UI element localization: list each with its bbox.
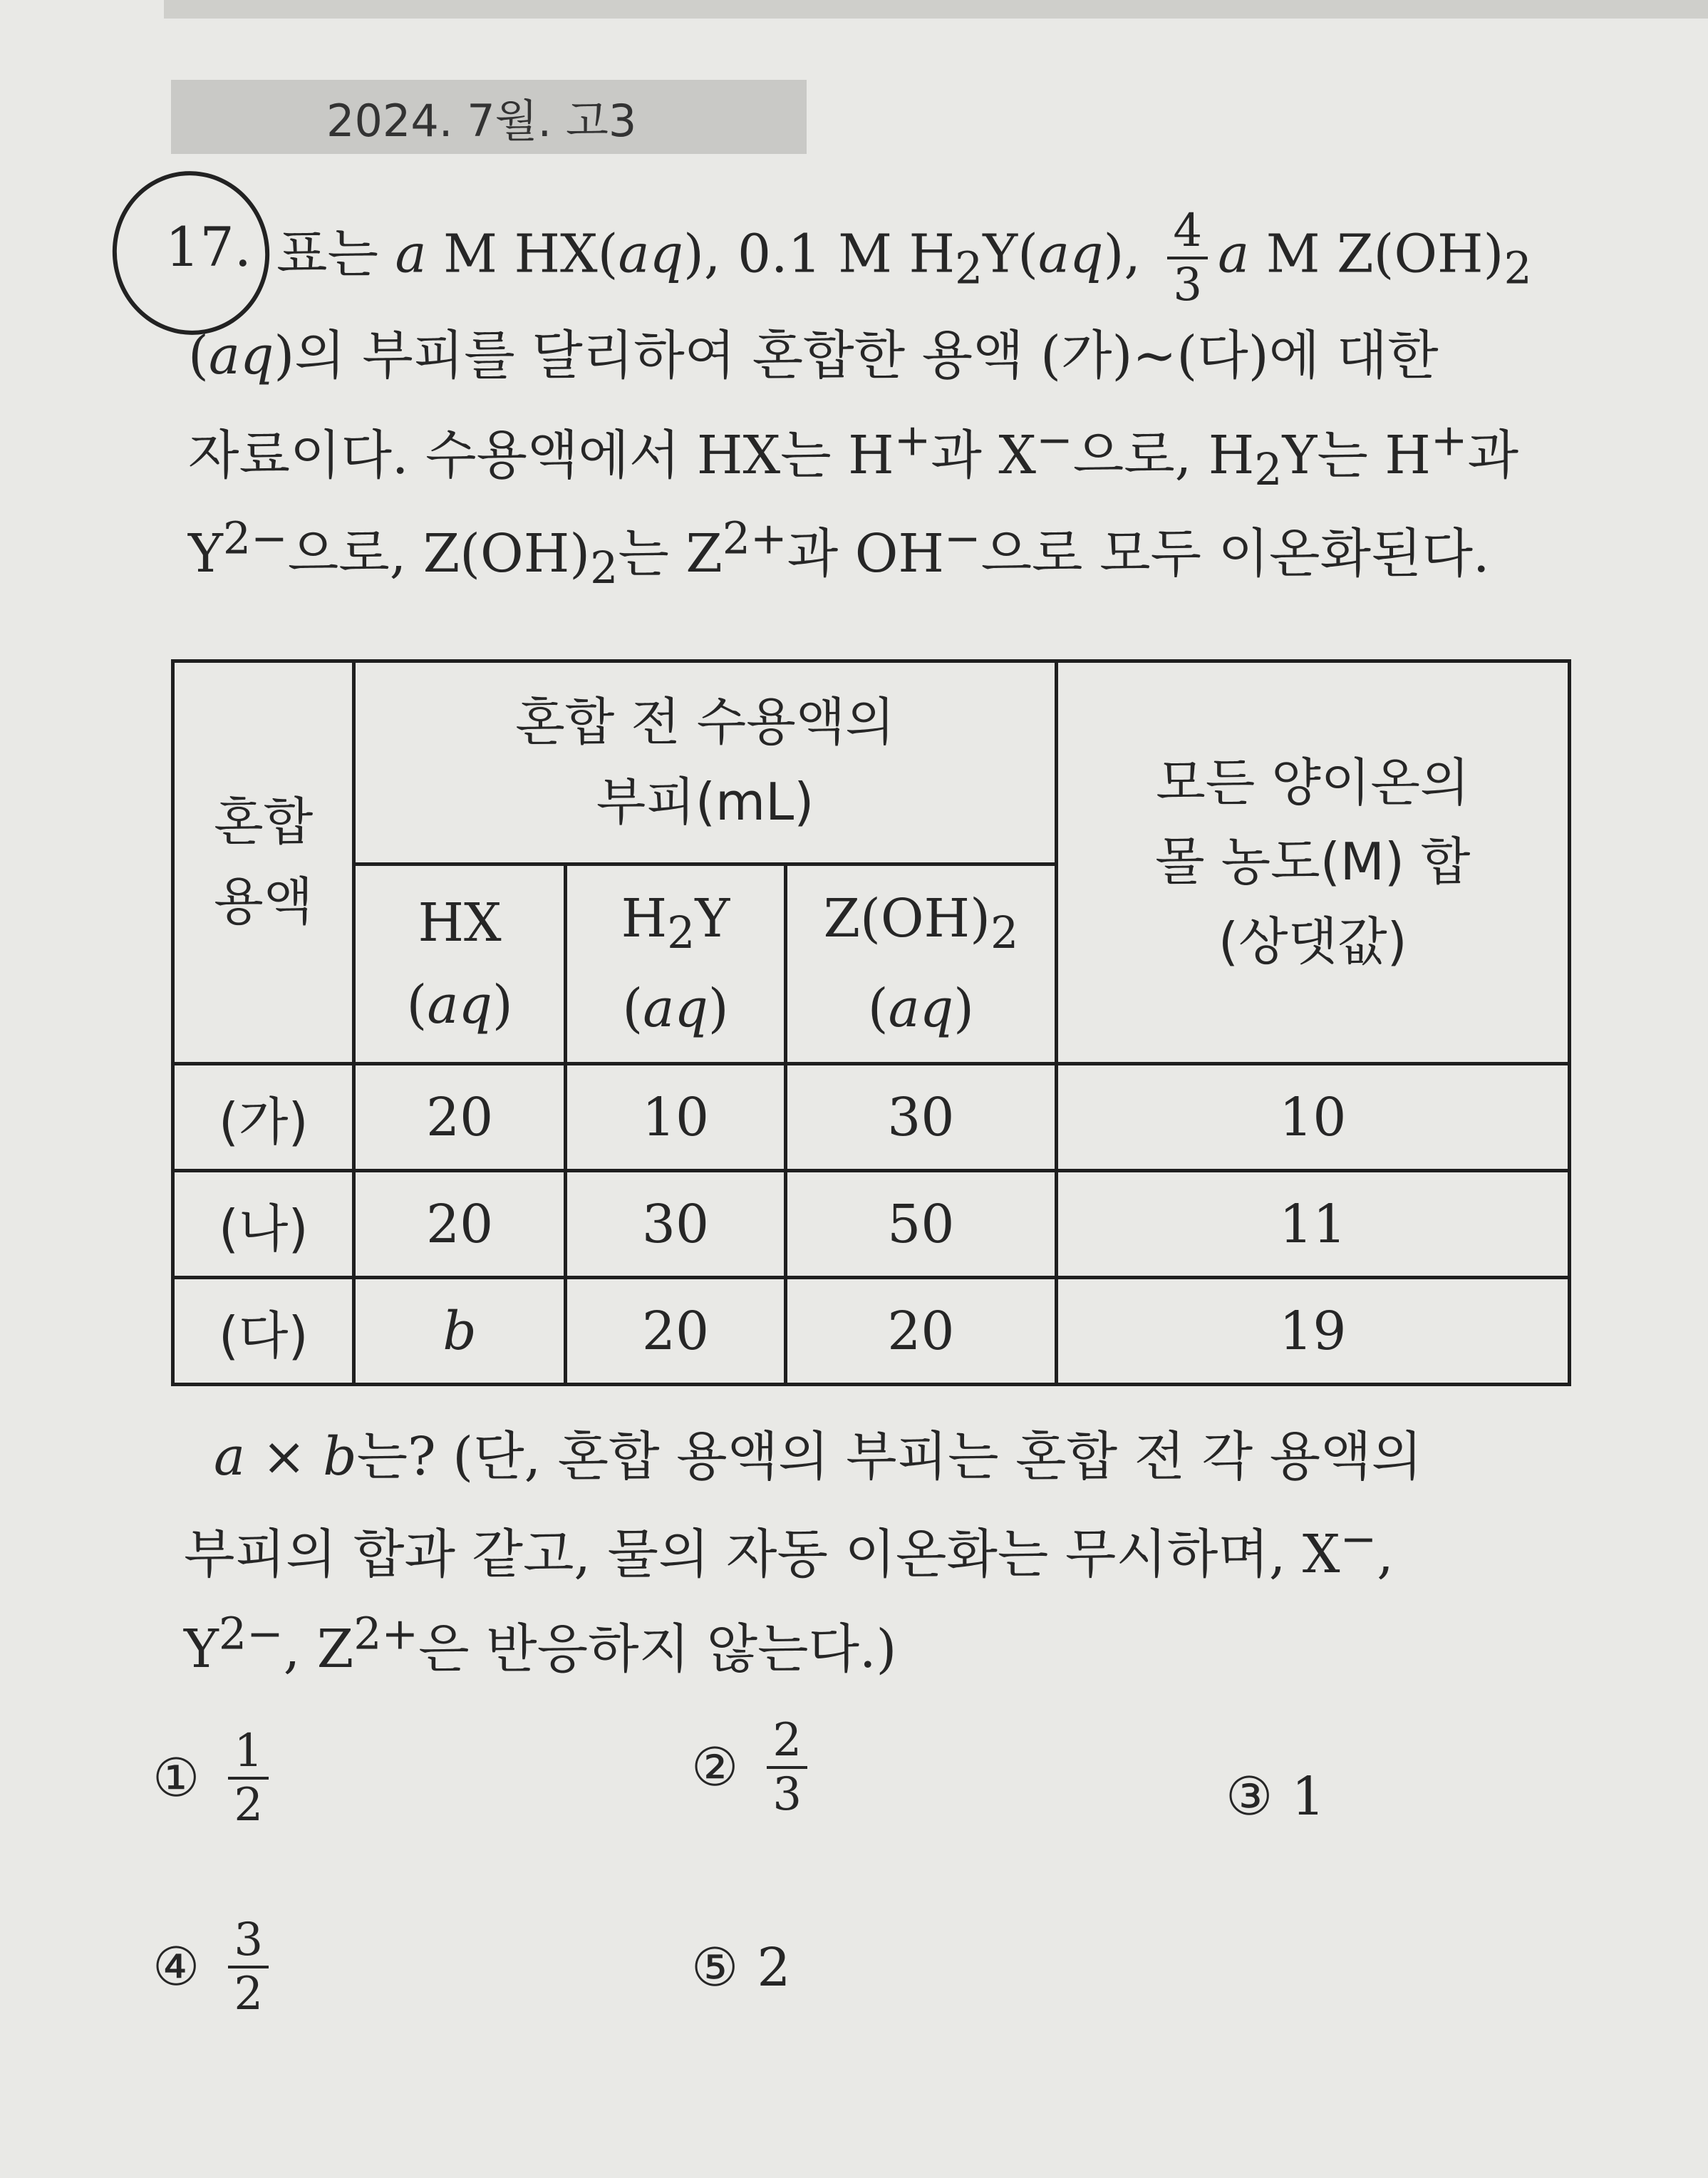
table-row <box>173 1171 1570 1278</box>
text: 부피(mL) <box>596 772 814 832</box>
cell-h2y: 10 <box>565 1064 785 1171</box>
text: Y <box>695 888 730 950</box>
exam-header <box>171 80 807 154</box>
choice-marker: ① <box>152 1748 200 1809</box>
text: 으로 모두 이온화된다. <box>980 523 1490 584</box>
cell-zoh2: 50 <box>786 1171 1057 1278</box>
text: 은 반응하지 않는다.) <box>418 1619 897 1680</box>
cell-cation-sum: 11 <box>1056 1171 1569 1278</box>
numerator: 4 <box>1173 205 1203 257</box>
aq: aq <box>888 977 954 1039</box>
superscript: − <box>1036 414 1073 466</box>
text: 과 X <box>931 425 1037 486</box>
question-line-4 <box>188 512 1490 594</box>
text: )의 부피를 달리하여 혼합한 용액 (가)~(다)에 대한 <box>274 325 1439 386</box>
choice-marker: ③ <box>1226 1766 1273 1827</box>
times-sign: × <box>262 1426 306 1487</box>
choice-marker: ④ <box>152 1936 200 1998</box>
numerator: 3 <box>234 1914 264 1966</box>
subscript: 2 <box>590 542 618 594</box>
choice-value: 2 <box>757 1937 791 1998</box>
text: ( <box>188 325 209 386</box>
volume-header <box>354 661 1056 865</box>
superscript: 2− <box>222 512 288 564</box>
aq: aq <box>427 974 492 1036</box>
text: 으로, H <box>1072 425 1255 486</box>
col-zoh2-header: $Z(OH)_2$ (aq) <box>786 865 1057 1064</box>
choice-1[interactable] <box>152 1725 279 1832</box>
numerator: 2 <box>772 1714 802 1767</box>
cell-zoh2: 30 <box>786 1064 1057 1171</box>
var-a: a <box>395 223 427 285</box>
superscript: 2+ <box>722 512 787 564</box>
subscript: 2 <box>990 907 1019 959</box>
superscript: 2− <box>218 1608 284 1660</box>
exam-header-text: 2024. 7월. 고3 <box>326 94 637 147</box>
data-table <box>171 659 1571 1386</box>
text: H <box>621 888 668 950</box>
page-top-edge <box>164 0 1708 19</box>
text: ), 0.1 M H <box>683 223 955 285</box>
row-label: (다) <box>173 1278 354 1385</box>
text: 몰 농도(M) 합 <box>1155 832 1471 892</box>
text: 용액 <box>214 872 314 931</box>
question-line-2 <box>188 314 1439 389</box>
superscript: − <box>1340 1513 1377 1565</box>
row-label: (나) <box>173 1171 354 1278</box>
aq: aq <box>208 325 274 386</box>
denominator: 3 <box>1167 257 1208 308</box>
choice-fraction <box>228 1725 269 1832</box>
superscript: + <box>1430 414 1468 466</box>
superscript: − <box>943 512 981 564</box>
text: 으로, Z(OH) <box>287 523 591 584</box>
denominator: 3 <box>767 1766 807 1817</box>
text: 모든 양이온의 <box>1156 752 1470 812</box>
aq: aq <box>1037 223 1104 285</box>
cell-hx: 20 <box>354 1171 565 1278</box>
subscript: 2 <box>1503 242 1532 294</box>
question-number: 17. <box>165 215 252 279</box>
choice-marker: ⑤ <box>691 1937 739 1998</box>
choice-5[interactable] <box>691 1937 790 1998</box>
cell-zoh2: 20 <box>786 1278 1057 1385</box>
text: 과 <box>1467 425 1519 486</box>
text: Z(OH) <box>823 888 990 950</box>
text: 과 OH <box>787 523 944 584</box>
ask-line-3 <box>184 1607 896 1683</box>
text: 자료이다. 수용액에서 HX는 H <box>188 425 894 486</box>
denominator: 2 <box>228 1966 269 2017</box>
ask-line-1 <box>214 1415 1422 1490</box>
var-b: b <box>323 1426 357 1487</box>
mix-solution-header <box>173 661 354 1064</box>
cell-cation-sum: 10 <box>1056 1064 1569 1171</box>
text: ), <box>1103 223 1141 285</box>
cell-hx: b <box>354 1278 565 1385</box>
text: 부피의 합과 같고, 물의 자동 이온화는 무시하며, X <box>184 1524 1340 1585</box>
superscript: + <box>894 414 931 466</box>
text: 는? (단, 혼합 용액의 부피는 혼합 전 각 용액의 <box>356 1426 1423 1487</box>
col-h2y-header: $H_2Y$ (aq) <box>565 865 785 1064</box>
text: 표는 <box>276 223 378 285</box>
text: Y( <box>983 223 1038 285</box>
aq: aq <box>643 977 708 1039</box>
text: M Z(OH) <box>1266 223 1504 285</box>
text: Y <box>188 523 223 584</box>
denominator: 2 <box>228 1777 269 1828</box>
choice-marker: ② <box>691 1737 739 1798</box>
numerator: 1 <box>234 1725 264 1777</box>
table-row <box>173 1278 1570 1385</box>
choice-value: 1 <box>1291 1766 1325 1827</box>
var-a: a <box>214 1426 246 1487</box>
question-line-1 <box>276 205 1532 311</box>
ask-line-2 <box>184 1512 1394 1588</box>
choice-2[interactable] <box>691 1714 817 1821</box>
choice-4[interactable] <box>152 1914 279 2020</box>
choice-3[interactable] <box>1226 1766 1325 1827</box>
superscript: 2+ <box>353 1608 419 1660</box>
text: (상댓값) <box>1218 911 1407 971</box>
subscript: 2 <box>1254 443 1283 495</box>
text: Y는 H <box>1282 425 1431 486</box>
subscript: 2 <box>955 242 983 294</box>
cell-cation-sum: 19 <box>1056 1278 1569 1385</box>
text: 는 Z <box>618 523 723 584</box>
row-label: (가) <box>173 1064 354 1171</box>
cell-hx: 20 <box>354 1064 565 1171</box>
choice-fraction <box>228 1914 269 2020</box>
table-row <box>173 1064 1570 1171</box>
aq: aq <box>618 223 684 285</box>
text: Y <box>184 1619 219 1680</box>
fraction-4-3 <box>1167 205 1208 311</box>
text: , Z <box>283 1619 354 1680</box>
text: M HX( <box>443 223 618 285</box>
cell-h2y: 30 <box>565 1171 785 1278</box>
choice-fraction <box>767 1714 807 1821</box>
text: 혼합 <box>214 792 314 852</box>
text: , <box>1377 1524 1394 1585</box>
text: 혼합 전 수용액의 <box>515 692 895 753</box>
text: HX <box>418 892 502 954</box>
question-line-3 <box>188 413 1518 495</box>
var-a: a <box>1218 223 1250 285</box>
cell-h2y: 20 <box>565 1278 785 1385</box>
col-hx-header: HX (aq) <box>354 865 565 1064</box>
cation-sum-header <box>1056 661 1569 1064</box>
subscript: 2 <box>667 907 695 959</box>
